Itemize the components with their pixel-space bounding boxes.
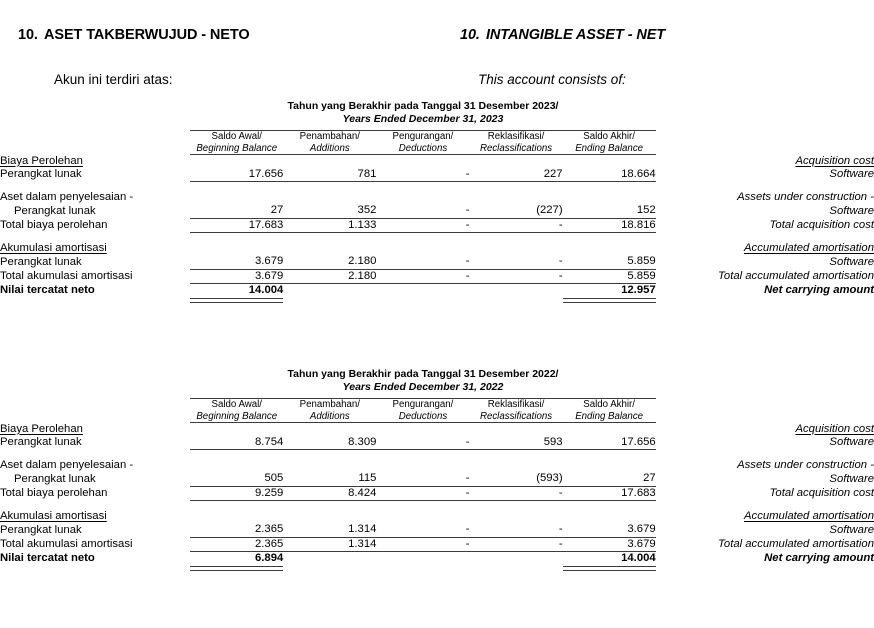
note-title-indonesian xyxy=(18,27,250,43)
label-auc-id-line1: Aset dalam penyelesaian - xyxy=(0,191,134,203)
cell-total-acq-deductions: - xyxy=(376,218,469,233)
header-deductions-2022 xyxy=(376,399,469,423)
table-title-2023-en: Years Ended December 31, 2023 xyxy=(342,112,504,125)
table-block-2023 xyxy=(0,100,874,303)
row-label-acquisition-software-en-2022 xyxy=(656,423,874,450)
table-header-row-2022 xyxy=(0,399,874,423)
row-label-total-amortisation-en: Total accumulated amortisation xyxy=(718,270,874,282)
header-col1-en-2022: Beginning Balance xyxy=(196,410,278,422)
row-label-net-carrying-en-2022: Net carrying amount xyxy=(764,552,874,564)
cell-amort-software-ending-2022: 3.679 xyxy=(563,510,656,537)
label-software-id-2022: Perangkat lunak xyxy=(0,436,82,448)
cell-amort-software-beginning-2022: 2.365 xyxy=(190,510,283,537)
closing-rule-beginning-2022 xyxy=(190,566,283,571)
cell-total-amort-beginning: 3.679 xyxy=(190,269,283,284)
cell-acq-software-ending: 18.664 xyxy=(563,155,656,182)
label-amort-software-id-2022: Perangkat lunak xyxy=(0,523,82,536)
subheading-english: This account consists of: xyxy=(478,72,626,87)
table-title-2022-id: Tahun yang Berakhir pada Tanggal 31 Desember 2022/ xyxy=(287,368,559,380)
cell-amort-software-beginning: 3.679 xyxy=(190,242,283,269)
note-number-en: 10. xyxy=(460,27,480,43)
header-col5-id-2022: Saldo Akhir/ xyxy=(583,399,635,410)
header-additions-2022 xyxy=(283,399,376,423)
table-row xyxy=(0,242,874,269)
row-label-total-amortisation-en-2022: Total accumulated amortisation xyxy=(718,538,874,550)
row-label-total-amortisation: Total akumulasi amortisasi xyxy=(0,270,133,282)
subheading-indonesian: Akun ini terdiri atas: xyxy=(54,72,173,87)
label-auc-en-line1: Assets under construction - xyxy=(737,191,874,203)
cell-total-amort-deductions: - xyxy=(376,269,469,284)
cell-total-acq-beginning: 17.683 xyxy=(190,218,283,233)
header-reclassifications-2022 xyxy=(469,399,562,423)
cell-auc-beginning: 27 xyxy=(190,191,283,218)
cell-total-acq-additions: 1.133 xyxy=(283,218,376,233)
cell-amort-software-deductions-2022: - xyxy=(376,510,469,537)
header-col3-id: Pengurangan/ xyxy=(392,131,454,142)
label-amort-software-en: Software xyxy=(829,255,874,268)
cell-total-amort-ending: 5.859 xyxy=(563,269,656,284)
cell-total-acq-reclass: - xyxy=(469,218,562,233)
cell-total-amort-ending-2022: 3.679 xyxy=(563,537,656,552)
cell-auc-beginning-2022: 505 xyxy=(190,459,283,486)
header-col1-en: Beginning Balance xyxy=(196,142,278,154)
header-col3-en-2022: Deductions xyxy=(398,410,448,422)
cell-net-beginning: 14.004 xyxy=(248,284,284,296)
cell-net-ending: 12.957 xyxy=(621,284,656,296)
row-spacer xyxy=(0,501,874,511)
label-software-en-2022: Software xyxy=(829,436,874,448)
cell-acq-software-reclass-2022: 593 xyxy=(469,423,562,450)
label-software-id: Perangkat lunak xyxy=(0,168,82,180)
label-amort-software-id: Perangkat lunak xyxy=(0,255,82,268)
label-acquisition-cost-en: Acquisition cost xyxy=(795,154,874,167)
cell-amort-software-additions-2022: 1.314 xyxy=(283,510,376,537)
cell-auc-deductions: - xyxy=(376,191,469,218)
cell-acq-software-ending-2022: 17.656 xyxy=(563,423,656,450)
table-title-2022 xyxy=(190,368,656,393)
row-label-amortisation-software xyxy=(0,242,190,269)
cell-auc-ending: 152 xyxy=(563,191,656,218)
table-closing-rules xyxy=(0,298,874,303)
header-blank-right xyxy=(656,131,874,155)
table-row xyxy=(0,155,874,182)
table-block-2022 xyxy=(0,368,874,571)
cell-acq-software-reclass: 227 xyxy=(469,155,562,182)
closing-rule-ending xyxy=(563,298,656,303)
cell-auc-deductions-2022: - xyxy=(376,459,469,486)
header-col3-id-2022: Pengurangan/ xyxy=(392,399,454,410)
row-label-total-amortisation-2022: Total akumulasi amortisasi xyxy=(0,538,133,550)
cell-net-deductions xyxy=(376,284,469,298)
row-label-auc-2022 xyxy=(0,459,190,486)
cell-total-acq-additions-2022: 8.424 xyxy=(283,486,376,501)
header-beginning-balance xyxy=(190,131,283,155)
cell-net-additions-2022 xyxy=(283,552,376,566)
label-acquisition-cost-id: Biaya Perolehan xyxy=(0,154,83,167)
header-col5-en: Ending Balance xyxy=(575,142,644,154)
label-amort-software-en-2022: Software xyxy=(829,523,874,536)
header-ending-balance xyxy=(563,131,656,155)
row-label-auc-en-2022 xyxy=(656,459,874,486)
cell-total-amort-additions-2022: 1.314 xyxy=(283,537,376,552)
cell-total-acq-deductions-2022: - xyxy=(376,486,469,501)
label-software-en: Software xyxy=(829,168,874,180)
cell-total-acq-ending-2022: 17.683 xyxy=(563,486,656,501)
header-col1-id-2022: Saldo Awal/ xyxy=(211,399,262,410)
header-deductions xyxy=(376,131,469,155)
cell-acq-software-deductions-2022: - xyxy=(376,423,469,450)
cell-net-deductions-2022 xyxy=(376,552,469,566)
header-col5-en-2022: Ending Balance xyxy=(575,410,644,422)
note-heading xyxy=(18,27,858,49)
table-row xyxy=(0,423,874,450)
header-col4-id: Reklasifikasi/ xyxy=(487,131,545,142)
row-label-amortisation-software-en xyxy=(656,242,874,269)
label-accumulated-amortisation-en: Accumulated amortisation xyxy=(744,242,874,254)
table-row xyxy=(0,191,874,218)
row-spacer xyxy=(0,233,874,243)
row-label-total-acquisition-2022: Total biaya perolehan xyxy=(0,487,108,499)
cell-auc-reclass-2022: (593) xyxy=(469,459,562,486)
header-col2-id-2022: Penambahan/ xyxy=(299,399,360,410)
header-additions xyxy=(283,131,376,155)
table-row xyxy=(0,218,874,233)
header-col2-en: Additions xyxy=(309,142,350,154)
cell-amort-software-reclass: - xyxy=(469,242,562,269)
table-closing-rules-2022 xyxy=(0,566,874,571)
cell-amort-software-reclass-2022: - xyxy=(469,510,562,537)
label-accumulated-amortisation-id: Akumulasi amortisasi xyxy=(0,242,107,254)
row-label-auc xyxy=(0,191,190,218)
header-col2-id: Penambahan/ xyxy=(299,131,360,142)
cell-net-reclass xyxy=(469,284,562,298)
row-label-net-carrying-en: Net carrying amount xyxy=(764,284,874,296)
row-label-total-acquisition-en-2022: Total acquisition cost xyxy=(769,487,874,499)
cell-net-additions xyxy=(283,284,376,298)
header-col3-en: Deductions xyxy=(398,142,448,154)
table-row xyxy=(0,537,874,552)
cell-auc-additions-2022: 115 xyxy=(283,459,376,486)
row-label-total-acquisition: Total biaya perolehan xyxy=(0,219,108,231)
header-ending-balance-2022 xyxy=(563,399,656,423)
row-label-auc-en xyxy=(656,191,874,218)
cell-total-amort-beginning-2022: 2.365 xyxy=(190,537,283,552)
cell-auc-additions: 352 xyxy=(283,191,376,218)
cell-acq-software-beginning-2022: 8.754 xyxy=(190,423,283,450)
label-accumulated-amortisation-en-2022: Accumulated amortisation xyxy=(744,510,874,522)
note-title-english xyxy=(460,27,665,43)
cell-net-beginning-2022: 6.894 xyxy=(255,552,284,564)
header-blank-right-2022 xyxy=(656,399,874,423)
cell-total-amort-reclass: - xyxy=(469,269,562,284)
header-col1-id: Saldo Awal/ xyxy=(211,131,262,142)
cell-total-amort-additions: 2.180 xyxy=(283,269,376,284)
label-acquisition-cost-en-2022: Acquisition cost xyxy=(795,422,874,435)
header-beginning-balance-2022 xyxy=(190,399,283,423)
row-label-amortisation-software-2022 xyxy=(0,510,190,537)
cell-total-amort-deductions-2022: - xyxy=(376,537,469,552)
cell-total-acq-ending: 18.816 xyxy=(563,218,656,233)
cell-acq-software-deductions: - xyxy=(376,155,469,182)
note-title-id-text: ASET TAKBERWUJUD - NETO xyxy=(44,27,250,43)
row-label-net-carrying-2022: Nilai tercatat neto xyxy=(0,552,95,564)
row-label-acquisition-software-2022 xyxy=(0,423,190,450)
table-title-2022-en: Years Ended December 31, 2022 xyxy=(342,380,504,393)
header-blank-left xyxy=(0,131,190,155)
header-col4-id-2022: Reklasifikasi/ xyxy=(487,399,545,410)
cell-acq-software-beginning: 17.656 xyxy=(190,155,283,182)
cell-net-reclass-2022 xyxy=(469,552,562,566)
header-col5-id: Saldo Akhir/ xyxy=(583,131,635,142)
header-col2-en-2022: Additions xyxy=(309,410,350,422)
intangible-asset-table-2023 xyxy=(0,130,874,303)
header-reclassifications xyxy=(469,131,562,155)
table-row xyxy=(0,552,874,566)
row-label-acquisition-software-en xyxy=(656,155,874,182)
cell-auc-reclass: (227) xyxy=(469,191,562,218)
row-spacer xyxy=(0,182,874,192)
table-row xyxy=(0,486,874,501)
label-auc-id-line2: Perangkat lunak xyxy=(14,204,96,217)
cell-amort-software-deductions: - xyxy=(376,242,469,269)
label-accumulated-amortisation-id-2022: Akumulasi amortisasi xyxy=(0,510,107,522)
table-row xyxy=(0,510,874,537)
row-label-amortisation-software-en-2022 xyxy=(656,510,874,537)
cell-total-acq-beginning-2022: 9.259 xyxy=(190,486,283,501)
cell-acq-software-additions-2022: 8.309 xyxy=(283,423,376,450)
note-number-id: 10. xyxy=(18,27,38,43)
table-row xyxy=(0,284,874,298)
table-title-2023 xyxy=(190,100,656,125)
closing-rule-ending-2022 xyxy=(563,566,656,571)
row-label-total-acquisition-en: Total acquisition cost xyxy=(769,219,874,231)
intangible-asset-table-2022 xyxy=(0,398,874,571)
cell-total-amort-reclass-2022: - xyxy=(469,537,562,552)
label-auc-id-line2-2022: Perangkat lunak xyxy=(14,472,96,485)
row-label-acquisition-software xyxy=(0,155,190,182)
table-title-2023-id: Tahun yang Berakhir pada Tanggal 31 Desember 2023/ xyxy=(287,100,559,112)
label-auc-id-line1-2022: Aset dalam penyelesaian - xyxy=(0,459,134,471)
label-auc-en-line2-2022: Software xyxy=(829,472,874,485)
table-row xyxy=(0,269,874,284)
header-col4-en-2022: Reclassifications xyxy=(479,410,553,422)
cell-amort-software-additions: 2.180 xyxy=(283,242,376,269)
label-auc-en-line2: Software xyxy=(829,204,874,217)
note-subheading xyxy=(18,72,858,92)
cell-net-ending-2022: 14.004 xyxy=(621,552,656,564)
label-auc-en-line1-2022: Assets under construction - xyxy=(737,459,874,471)
row-label-net-carrying: Nilai tercatat neto xyxy=(0,284,95,296)
cell-amort-software-ending: 5.859 xyxy=(563,242,656,269)
header-col4-en: Reclassifications xyxy=(479,142,553,154)
table-row xyxy=(0,459,874,486)
table-header-row-2023 xyxy=(0,131,874,155)
label-acquisition-cost-id-2022: Biaya Perolehan xyxy=(0,422,83,435)
cell-auc-ending-2022: 27 xyxy=(563,459,656,486)
note-title-en-text: INTANGIBLE ASSET - NET xyxy=(486,27,666,43)
cell-acq-software-additions: 781 xyxy=(283,155,376,182)
row-spacer xyxy=(0,450,874,460)
closing-rule-beginning xyxy=(190,298,283,303)
header-blank-left-2022 xyxy=(0,399,190,423)
cell-total-acq-reclass-2022: - xyxy=(469,486,562,501)
